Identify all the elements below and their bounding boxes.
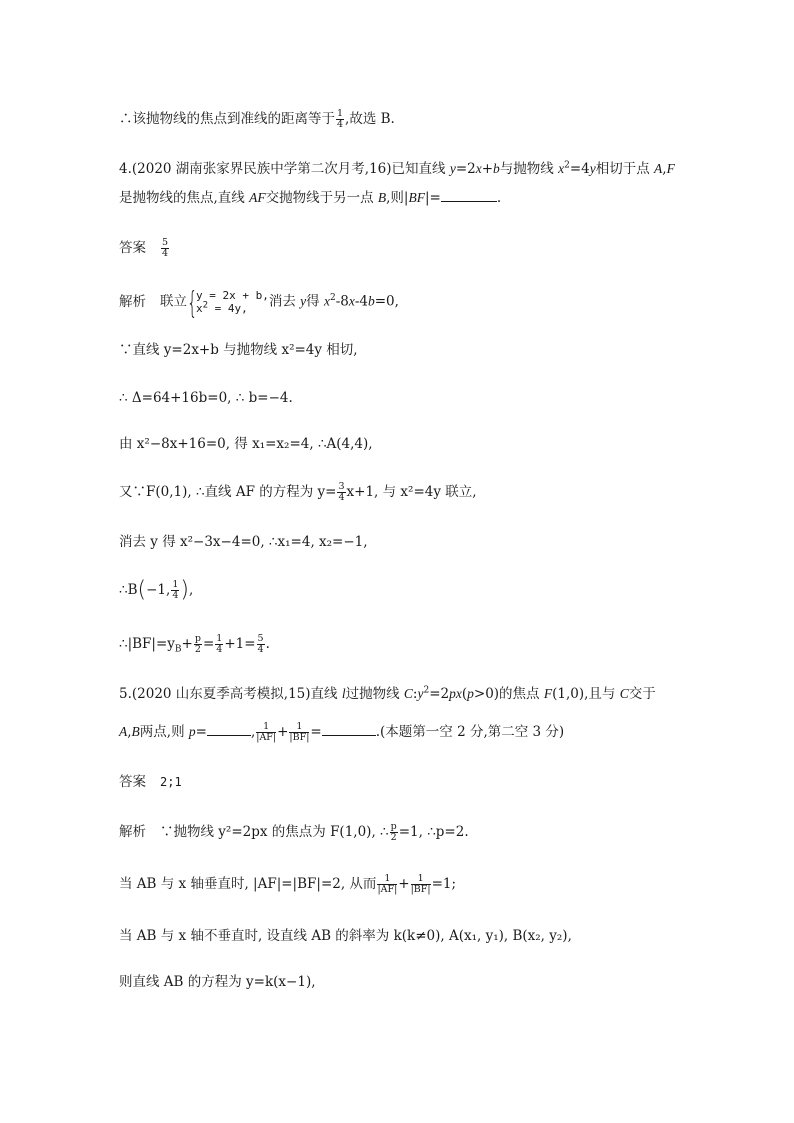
solution-4-line-8: $\therefore|BF|=y_B+$ $\frac{p}{2}$ = $\frac{1}{4}$ +1= $\frac{5}{4}$ . (119, 633, 270, 655)
fraction-one-quarter: $\frac{1}{4}$ (172, 579, 179, 601)
question-4-line-1: 4.(2020 湖南张家界民族中学第二次月考,16)已知直线 y=2x+b与抛物线 $x^2=4y$相切于点 A,F (119, 160, 675, 177)
solution-4-line-1: 解析 联立 { y = 2x + b, $x^2 = 4y$, 消去 y得 $x^2-8x-4b=0$, (119, 286, 399, 321)
answer-4: 答案 $\frac{5}{4}$ (119, 237, 169, 259)
fraction-1-over-bf: $\frac{1}{|BF|}$ (410, 873, 431, 895)
fraction-one-quarter: $\frac{1}{4}$ (337, 108, 344, 130)
solution-4-line-6: 消去 y 得 x²−3x−4=0, ∴x₁=4, x₂=−1, (119, 534, 368, 550)
solution-5-line-4: 则直线 AB 的方程为 y=k(x−1), (119, 974, 316, 990)
solution-4-line-7: ∴B(−1, $\frac{1}{4}$ ), (119, 577, 194, 603)
answer-blank (441, 189, 497, 202)
answer-blank-2 (322, 723, 376, 736)
question-5-line-1: 5.(2020 山东夏季高考模拟,15)直线 l过抛物线 $C:y^2=2px(p>0)$的焦点 F(1,0),且与 C交于 (119, 685, 656, 702)
solution-conclusion-line: ∴该抛物线的焦点到准线的距离等于 $\frac{1}{4}$ ,故选 B. (119, 108, 395, 130)
fraction-five-quarters: $\frac{5}{4}$ (257, 633, 264, 655)
solution-4-line-2: ∵直线 y=2x+b 与抛物线 x²=4y 相切, (119, 342, 358, 358)
fraction-answer: $\frac{5}{4}$ (162, 237, 169, 259)
fraction-three-quarters: $\frac{3}{4}$ (338, 481, 345, 503)
solution-5-line-2: 当 AB 与 x 轴垂直时, |AF|=|BF|=2, 从而 $\frac{1}{|AF|}$ + $\frac{1}{|BF|}$ =1; (119, 873, 457, 895)
question-5-line-2: A,B两点,则 p= , $\frac{1}{|AF|}$ + $\frac{1}{|BF|}$ = .(本题第一空 2 分,第二空 3 分) (119, 721, 565, 743)
fraction-p-over-2: $\frac{p}{2}$ (194, 633, 201, 655)
solution-4-line-4: 由 x²−8x+16=0, 得 x₁=x₂=4, ∴A(4,4), (119, 436, 373, 452)
solution-4-line-5: 又∵F(0,1), ∴直线 AF 的方程为 y= $\frac{3}{4}$ x+1, 与 x²=4y 联立, (119, 481, 477, 503)
equation-system: { y = 2x + b, $x^2 = 4y$, (187, 286, 269, 321)
solution-4-line-3: ∴ Δ=64+16b=0, ∴ b=−4. (119, 390, 293, 406)
solution-5-line-1: 解析 ∵抛物线 y²=2px 的焦点为 F(1,0), ∴ $\frac{p}{2}$ =1, ∴p=2. (119, 821, 469, 843)
answer-blank-1 (207, 723, 251, 736)
question-4-line-2: 是抛物线的焦点,直线 AF交抛物线于另一点 B,则|BF|= . (119, 190, 502, 206)
fraction-1-over-af: $\frac{1}{|AF|}$ (377, 873, 398, 895)
solution-5-line-3: 当 AB 与 x 轴不垂直时, 设直线 AB 的斜率为 k(k≠0), A(x₁, y₁), B(x₂, y₂), (119, 928, 572, 944)
fraction-one-quarter: $\frac{1}{4}$ (216, 633, 223, 655)
answer-5: 答案 2;1 (119, 774, 182, 790)
fraction-p-over-2: $\frac{p}{2}$ (390, 821, 397, 843)
fraction-1-over-af: $\frac{1}{|AF|}$ (256, 721, 277, 743)
fraction-1-over-bf: $\frac{1}{|BF|}$ (289, 721, 310, 743)
